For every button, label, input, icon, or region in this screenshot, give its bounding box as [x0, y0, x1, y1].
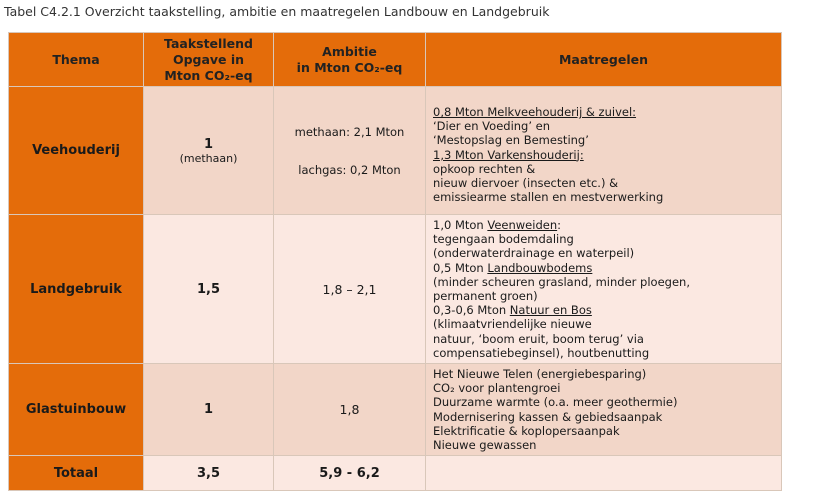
maat-line: 1,3 Mton Varkenshouderij:: [433, 147, 584, 162]
maat-line: emissiearme stallen en mestverwerking: [433, 190, 664, 205]
header-opgave: [144, 33, 274, 87]
header-maatregelen: Maatregelen: [426, 33, 782, 87]
ambitie-glastuinbouw: 1,8: [274, 364, 426, 456]
maat-line: opkoop rechten &: [433, 161, 536, 176]
ambitie-totaal: 5,9 - 6,2: [274, 456, 426, 491]
table-caption: Tabel C4.2.1 Overzicht taakstelling, ambitie en maatregelen Landbouw en Landgebruik: [4, 4, 550, 19]
maat-line: tegengaan bodemdaling: [433, 232, 574, 247]
maatregelen-veehouderij: [426, 87, 782, 215]
opgave-veehouderij-sub: (methaan): [179, 151, 238, 165]
maat-line: [433, 261, 773, 275]
maat-text: 1,0 Mton: [433, 218, 488, 232]
opgave-veehouderij-value: 1: [203, 136, 214, 152]
maat-line: (klimaatvriendelijke nieuwe: [433, 317, 592, 332]
maat-line: Nieuwe gewassen: [433, 438, 537, 453]
ambitie-methaan: methaan: 2,1 Mton: [294, 124, 405, 139]
thema-veehouderij: Veehouderij: [9, 87, 144, 215]
header-ambitie-line2: in Mton CO₂-eq: [296, 59, 403, 75]
header-ambitie-line1: Ambitie: [322, 43, 377, 59]
header-row: [9, 33, 782, 87]
header-opgave-line1: Taakstellend: [164, 35, 253, 51]
maatregelen-glastuinbouw: [426, 364, 782, 456]
row-landgebruik: [9, 215, 782, 364]
header-opgave-line3: Mton CO₂-eq: [164, 67, 253, 83]
maat-line: Duurzame warmte (o.a. meer geothermie): [433, 395, 678, 410]
thema-totaal: Totaal: [9, 456, 144, 491]
thema-glastuinbouw: Glastuinbouw: [9, 364, 144, 456]
header-thema: Thema: [9, 33, 144, 87]
maat-line: Elektrificatie & koplopersaanpak: [433, 423, 620, 438]
opgave-veehouderij: [144, 87, 274, 215]
opgave-glastuinbouw: 1: [144, 364, 274, 456]
header-opgave-line2: Opgave in: [172, 51, 245, 67]
maat-text: :: [557, 218, 561, 232]
maat-line: [433, 218, 773, 232]
maat-text: 0,3-0,6 Mton: [433, 303, 510, 318]
ambitie-lachgas: lachgas: 0,2 Mton: [298, 162, 401, 177]
maat-underline: Natuur en Bos: [509, 303, 592, 318]
maatregelen-landgebruik: [426, 215, 782, 364]
maat-underline: Veenweiden: [487, 218, 558, 232]
maat-line: Het Nieuwe Telen (energiebesparing): [433, 367, 647, 382]
maat-line: natuur, ‘boom eruit, boom terug’ via: [433, 331, 644, 346]
ambitie-veehouderij: [274, 87, 426, 215]
maat-line: (onderwaterdrainage en waterpeil): [433, 246, 635, 261]
row-glastuinbouw: [9, 364, 782, 456]
opgave-totaal: 3,5: [144, 456, 274, 491]
maat-line: ‘Dier en Voeding’ en: [433, 119, 551, 134]
maat-line: Modernisering kassen & gebiedsaanpak: [433, 409, 663, 424]
maat-line: 0,8 Mton Melkveehouderij & zuivel:: [433, 105, 637, 119]
overview-table: [8, 32, 782, 491]
maat-underline: Landbouwbodems: [487, 260, 593, 275]
ambitie-landgebruik: 1,8 – 2,1: [274, 215, 426, 364]
row-totaal: [9, 456, 782, 491]
maat-line: nieuw diervoer (insecten etc.) &: [433, 176, 619, 191]
maat-line: permanent groen): [433, 289, 538, 304]
maatregelen-totaal-empty: [426, 456, 782, 491]
maat-line: (minder scheuren grasland, minder ploegen,: [433, 274, 690, 289]
maat-line: compensatiebeginsel), houtbenutting: [433, 345, 650, 360]
row-veehouderij: [9, 87, 782, 215]
opgave-landgebruik: 1,5: [144, 215, 274, 364]
maat-line: [433, 303, 773, 317]
thema-landgebruik: Landgebruik: [9, 215, 144, 364]
header-ambitie: [274, 33, 426, 87]
maat-text: 0,5 Mton: [433, 260, 488, 275]
maat-line: CO₂ voor plantengroei: [433, 381, 561, 396]
maat-line: ‘Mestopslag en Bemesting’: [433, 133, 589, 148]
